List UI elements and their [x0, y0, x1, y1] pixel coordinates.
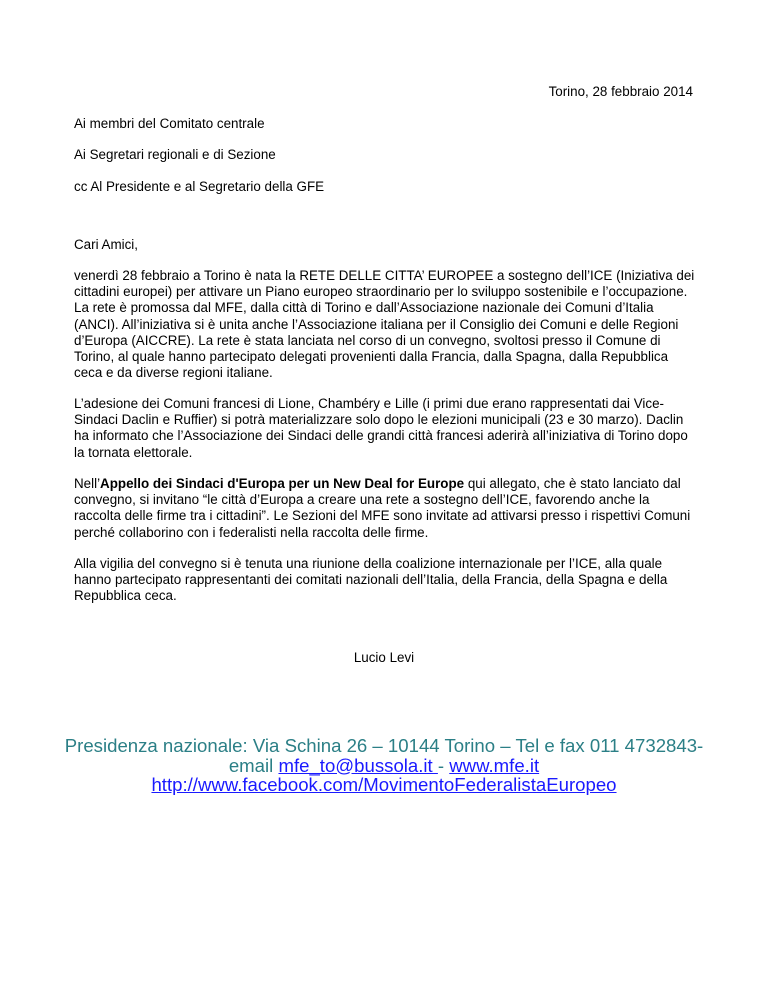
footer-contact: [0, 736, 768, 795]
greeting: Cari Amici,: [74, 237, 138, 252]
link-separator: -: [437, 754, 450, 776]
website-link[interactable]: www.mfe.it: [449, 754, 540, 776]
paragraph-prefix: Nell’: [74, 476, 101, 491]
email-label: email: [228, 754, 279, 776]
footer-address: Presidenza nazionale: Via Schina 26 – 10144 Torino – Tel e fax 011 4732843-: [64, 735, 704, 756]
facebook-link[interactable]: http://www.facebook.com/MovimentoFederalistaEuropeo: [151, 774, 617, 795]
appeal-title: Appello dei Sindaci d'Europa per un New Deal for Europe: [100, 476, 465, 491]
email-link[interactable]: mfe_to@bussola.it: [278, 754, 438, 776]
body-paragraph: venerdì 28 febbraio a Torino è nata la RETE DELLE CITTA’ EUROPEE a sostegno dell’ICE (Iniziativa dei cittadini europei) per attivare un Piano europeo straordinario per lo sviluppo sostenibile e l’occupazione. La rete è promossa dal MFE, dalla città di Torino e dall’Associazione nazionale dei Comuni d’Italia (ANCI). All’iniziativa si è unita anche l’Associazione italiana per il Consiglio dei Comuni e delle Regioni d’Europa (AICCRE). La rete è stata lanciata nel corso di un convegno, svoltosi presso il Comune di Torino, al quale hanno partecipato delegati provenienti dalla Francia, dalla Spagna, dalla Repubblica ceca e da diverse regioni italiane.: [74, 268, 695, 381]
recipient-line: cc Al Presidente e al Segretario della GFE: [74, 179, 325, 194]
body-paragraph: Alla vigilia del convegno si è tenuta una riunione della coalizione internazionale per l’ICE, alla quale hanno partecipato rappresentanti dei comitati nazionali dell’Italia, della Francia, della Spagna e della Repubblica ceca.: [74, 556, 668, 604]
body-paragraph: L’adesione dei Comuni francesi di Lione, Chambéry e Lille (i primi due erano rappresentati dai Vice-Sindaci Daclin e Ruffier) si potrà materializzare solo dopo le elezioni municipali (23 e 30 marzo). Daclin ha informato che l’Associazione dei Sindaci delle grandi città francesi aderirà all’iniziativa di Torino dopo la tornata elettorale.: [74, 396, 688, 460]
signature: Lucio Levi: [353, 650, 415, 665]
recipient-line: Ai Segretari regionali e di Sezione: [74, 147, 276, 162]
body-paragraph: [74, 476, 698, 541]
paragraph-text: qui allegato, che è stato lanciato dal convegno, si invitano “le città d’Europa a creare una rete a sostegno dell’ICE, favorendo anche la raccolta delle firme tra i cittadini”. Le Sezioni del MFE sono invitate ad attivarsi presso i rispettivi Comuni perché collaborino con i federalisti nella raccolta delle firme.: [74, 476, 691, 540]
footer-links: [0, 756, 768, 776]
recipient-line: Ai membri del Comitato centrale: [74, 116, 265, 131]
letter-date: Torino, 28 febbraio 2014: [548, 84, 693, 99]
